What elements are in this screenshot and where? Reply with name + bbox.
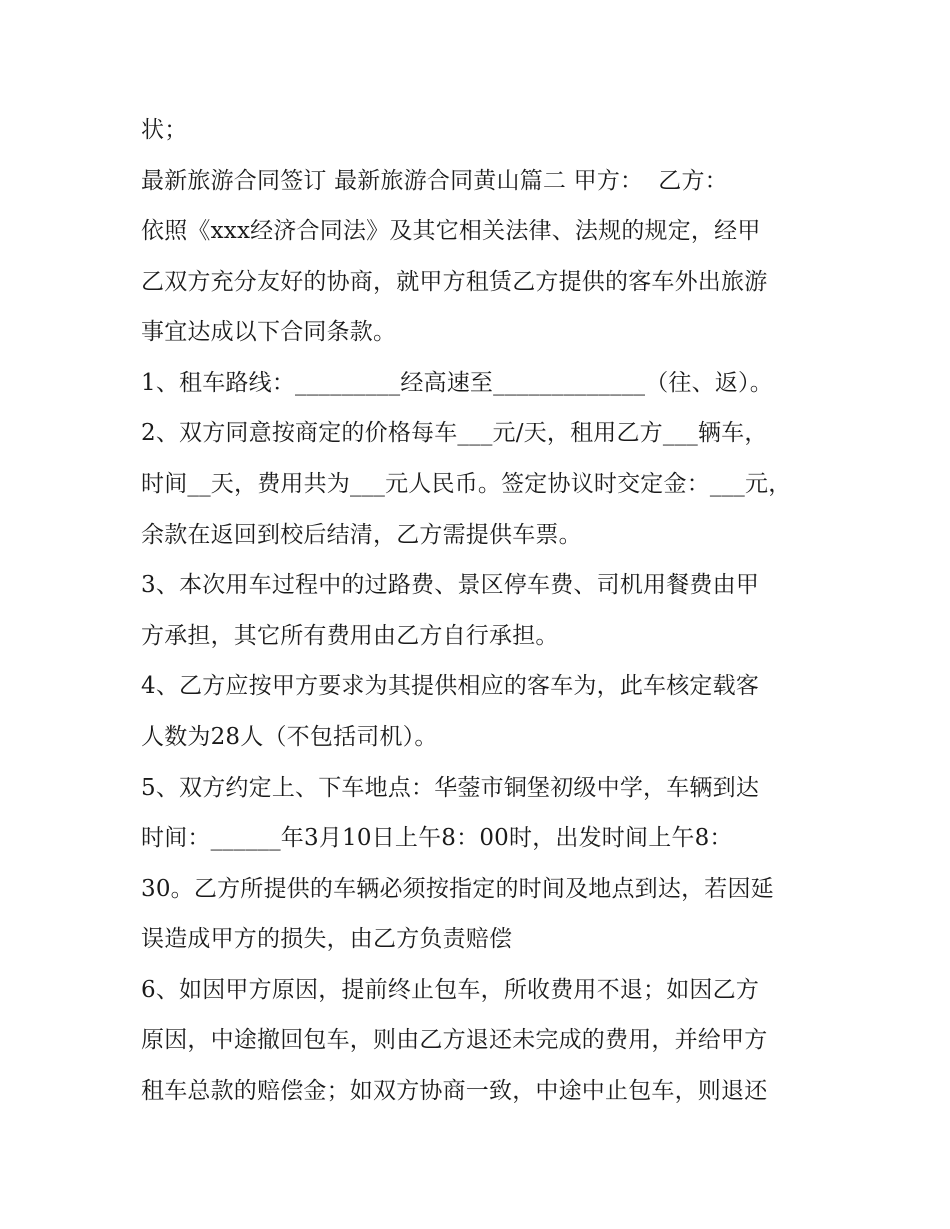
text-line: 方承担，其它所有费用由乙方自行承担。 [141,623,559,649]
text-line: 1、租车路线：_________经高速至_____________（往、返）。 [141,370,773,396]
text-line: 2、双方同意按商定的价格每车___元/天，租用乙方___辆车， [141,420,768,446]
text-line: 6、如因甲方原因，提前终止包车，所收费用不退；如因乙方 [141,977,760,1003]
text-line: 误造成甲方的损失，由乙方负责赔偿 [141,926,513,952]
text-line: 租车总款的赔偿金；如双方协商一致，中途中止包车，则退还 [141,1078,768,1104]
text-line: 事宜达成以下合同条款。 [141,319,397,345]
text-line: 5、双方约定上、下车地点：华蓥市铜堡初级中学，车辆到达 [141,775,760,801]
text-line: 人数为28人（不包括司机）。 [141,724,438,750]
text-line: 乙双方充分友好的协商，就甲方租赁乙方提供的客车外出旅游 [141,269,768,295]
text-line: 3、本次用车过程中的过路费、景区停车费、司机用餐费由甲 [141,572,760,598]
text-line: 余款在返回到校后结清，乙方需提供车票。 [141,522,582,548]
text-line: 依照《xxx经济合同法》及其它相关法律、法规的规定，经甲 [141,218,761,244]
text-line: 4、乙方应按甲方要求为其提供相应的客车为，此车核定载客 [141,673,760,699]
text-line: 原因，中途撤回包车，则由乙方退还未完成的费用，并给甲方 [141,1027,768,1053]
text-line: 最新旅游合同签订 最新旅游合同黄山篇二 甲方： 乙方： [141,168,728,194]
text-line: 时间__天，费用共为___元人民币。签定协议时交定金：___元， [141,471,792,497]
text-line: 状； [141,117,188,143]
text-line: 时间：______年3月10日上午8：00时，出发时间上午8： [141,825,733,851]
text-line: 30。乙方所提供的车辆必须按指定的时间及地点到达，若因延 [141,876,774,902]
